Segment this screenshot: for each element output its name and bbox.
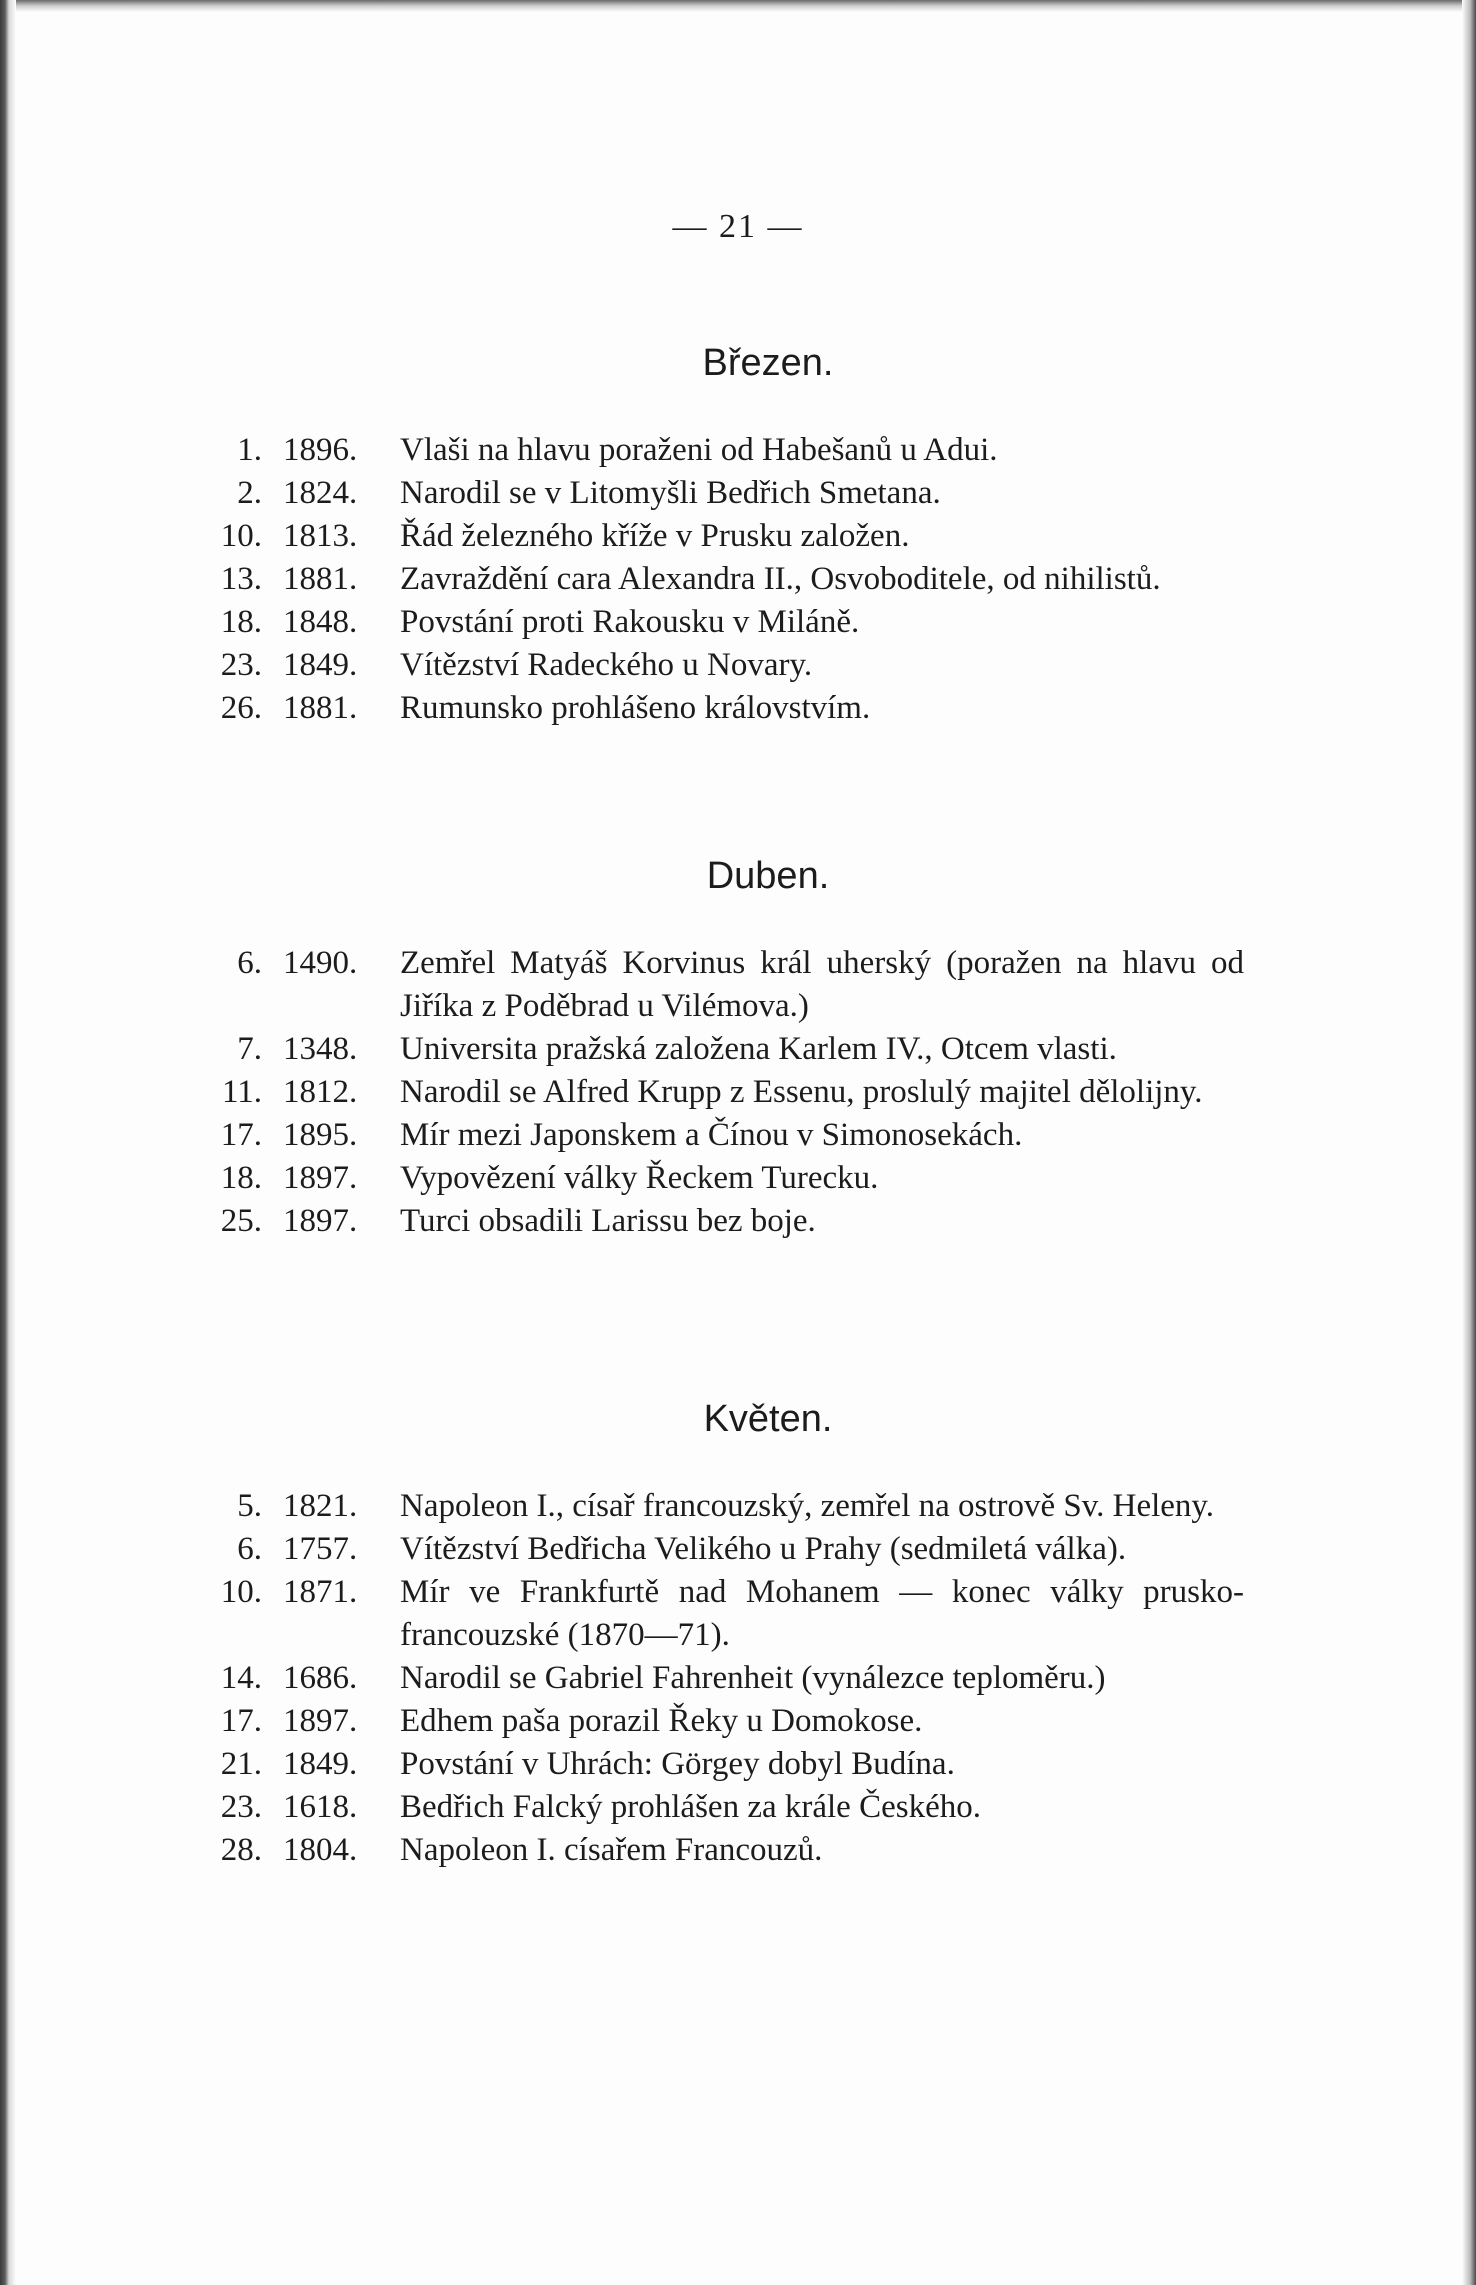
- entry-text: Vypovězení války Řeckem Turecku.: [400, 1160, 879, 1196]
- page-number: — 21 —: [672, 208, 804, 245]
- entry-day: 6.: [237, 1531, 262, 1567]
- list-item: [0, 644, 1476, 687]
- list-item: [0, 1485, 1476, 1528]
- entry-day: 13.: [220, 561, 262, 597]
- entry-year: 1490.: [283, 945, 358, 981]
- entry-year: 1881.: [283, 690, 358, 726]
- entry-text: Napoleon I. císařem Francouzů.: [400, 1832, 823, 1868]
- entry-year: 1897.: [283, 1203, 358, 1239]
- section-heading: Duben.: [706, 855, 830, 897]
- entry-day: 21.: [220, 1746, 262, 1782]
- entry-day: 18.: [220, 604, 262, 640]
- list-item: [0, 1700, 1476, 1743]
- list-item: [0, 1528, 1476, 1571]
- entry-text: Narodil se Alfred Krupp z Essenu, proslulý majitel dělolijny.: [400, 1074, 1203, 1110]
- entry-year: 1897.: [283, 1703, 358, 1739]
- entry-day: 28.: [220, 1832, 262, 1868]
- list-item: [0, 515, 1476, 558]
- list-item: [0, 1071, 1476, 1114]
- list-item: [0, 1743, 1476, 1786]
- list-item: [0, 1200, 1476, 1243]
- entry-day: 6.: [237, 945, 262, 981]
- section-duben: [0, 855, 1476, 1243]
- section-brezen: [0, 342, 1476, 730]
- entry-day: 18.: [220, 1160, 262, 1196]
- entry-text: Zavraždění cara Alexandra II., Osvoboditele, od nihilistů.: [400, 561, 1161, 597]
- list-item: [0, 1829, 1476, 1872]
- scan-edge-top: [0, 0, 1476, 12]
- section-kveten: [0, 1398, 1476, 1872]
- entry-year: 1896.: [283, 432, 358, 468]
- entry-day: 17.: [220, 1117, 262, 1153]
- entry-year: 1821.: [283, 1488, 358, 1524]
- entry-day: 26.: [220, 690, 262, 726]
- entry-text: Vítězství Radeckého u Novary.: [400, 647, 813, 683]
- entry-text: Narodil se v Litomyšli Bedřich Smetana.: [400, 475, 941, 511]
- list-item: [0, 1571, 1476, 1657]
- entry-text: Povstání v Uhrách: Görgey dobyl Budína.: [400, 1746, 955, 1782]
- entry-day: 7.: [237, 1031, 262, 1067]
- entry-year: 1757.: [283, 1531, 358, 1567]
- entry-year: 1849.: [283, 647, 358, 683]
- entry-year: 1618.: [283, 1789, 358, 1825]
- entry-year: 1813.: [283, 518, 358, 554]
- entry-day: 25.: [220, 1203, 262, 1239]
- entry-year: 1812.: [283, 1074, 358, 1110]
- entry-day: 11.: [221, 1074, 262, 1110]
- entry-text: Napoleon I., císař francouzský, zemřel na ostrově Sv. Heleny.: [400, 1488, 1215, 1524]
- entry-text: Řád železného kříže v Prusku založen.: [400, 518, 910, 554]
- entry-year: 1804.: [283, 1832, 358, 1868]
- entry-text: Vlaši na hlavu poraženi od Habešanů u Adui.: [400, 432, 998, 468]
- entry-year: 1348.: [283, 1031, 358, 1067]
- entry-day: 10.: [220, 518, 262, 554]
- entry-text: Rumunsko prohlášeno královstvím.: [400, 690, 871, 726]
- list-item: [0, 429, 1476, 472]
- entry-year: 1871.: [283, 1574, 358, 1610]
- list-item: [0, 601, 1476, 644]
- section-heading: Březen.: [702, 342, 834, 384]
- entry-text: Povstání proti Rakousku v Miláně.: [400, 604, 860, 640]
- entry-day: 5.: [237, 1488, 262, 1524]
- entry-year: 1686.: [283, 1660, 358, 1696]
- list-item: [0, 472, 1476, 515]
- entry-year: 1849.: [283, 1746, 358, 1782]
- entry-text: Vítězství Bedřicha Velikého u Prahy (sedmiletá válka).: [400, 1531, 1127, 1567]
- entry-text: Universita pražská založena Karlem IV., Otcem vlasti.: [400, 1031, 1117, 1067]
- entry-day: 23.: [220, 647, 262, 683]
- entry-text: Mír mezi Japonskem a Čínou v Simonosekách.: [400, 1117, 1023, 1153]
- list-item: [0, 687, 1476, 730]
- entry-day: 14.: [220, 1660, 262, 1696]
- section-heading: Květen.: [703, 1398, 833, 1440]
- list-item: [0, 1157, 1476, 1200]
- entry-day: 17.: [220, 1703, 262, 1739]
- list-item: [0, 1114, 1476, 1157]
- entry-day: 1.: [237, 432, 262, 468]
- entry-year: 1895.: [283, 1117, 358, 1153]
- entry-text: Mír ve Frankfurtě nad Mohanem — konec války prusko-francouzské (1870—71).: [400, 1574, 1244, 1653]
- entry-year: 1824.: [283, 475, 358, 511]
- list-item: [0, 942, 1476, 1028]
- entry-day: 23.: [220, 1789, 262, 1825]
- entry-year: 1848.: [283, 604, 358, 640]
- entry-year: 1897.: [283, 1160, 358, 1196]
- entry-day: 2.: [237, 475, 262, 511]
- entry-day: 10.: [220, 1574, 262, 1610]
- entry-year: 1881.: [283, 561, 358, 597]
- entry-text: Turci obsadili Larissu bez boje.: [400, 1203, 816, 1239]
- list-item: [0, 1028, 1476, 1071]
- entry-text: Narodil se Gabriel Fahrenheit (vynálezce teploměru.): [400, 1660, 1106, 1696]
- list-item: [0, 558, 1476, 601]
- entry-text: Bedřich Falcký prohlášen za krále Českého.: [400, 1789, 981, 1825]
- entry-text: Edhem paša porazil Řeky u Domokose.: [400, 1703, 923, 1739]
- list-item: [0, 1657, 1476, 1700]
- entry-text: Zemřel Matyáš Korvinus král uherský (poražen na hlavu od Jiříka z Poděbrad u Vilémova.): [400, 945, 1244, 1024]
- list-item: [0, 1786, 1476, 1829]
